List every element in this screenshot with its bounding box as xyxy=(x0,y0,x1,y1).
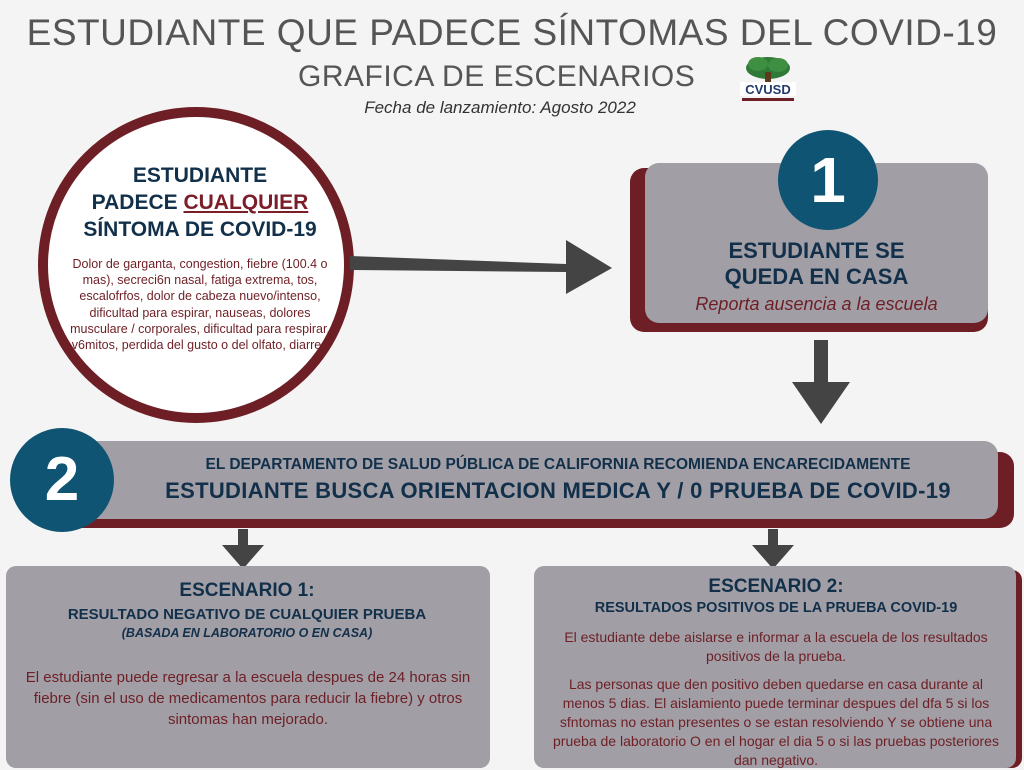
scenario2-body-2: Las personas que den positivo deben quedarse en casa durante al menos 5 dias. El aislamiento puede terminar despues del dfa 5 si los sfntomas no estan presentes o se estan resolviendo Y se obtiene una prueba de laboratorio O en el hogar el dia 5 o si las pruebas posteriores dan negativo. xyxy=(553,676,999,768)
arrow-down-icon xyxy=(790,340,852,426)
release-date: Fecha de lanzamiento: Agosto 2022 xyxy=(364,98,636,117)
arrow-right-icon xyxy=(350,236,615,300)
symptoms-heading: ESTUDIANTE PADECE CUALQUIER SÍNTOMA DE COVID-19 xyxy=(83,164,317,241)
arrow-down-right-icon xyxy=(750,529,796,571)
scenario2-body-1: El estudiante debe aislarse e informar a la escuela de los resultados positivos de la prueba. xyxy=(564,629,988,664)
step1-subtext: Reporta ausencia a la escuela xyxy=(695,294,938,314)
scenario2-title: ESCENARIO 2: xyxy=(708,576,844,597)
scenario1-note: (BASADA EN LABORATORIO O EN CASA) xyxy=(121,626,373,640)
symptoms-list: Dolor de garganta, congestion, fiebre (100.4 o mas), secreci6n nasal, fatiga extrema, tos, escalofrfos, dolor de cabeza nuevo/intenso, dificultad para espirar, nauseas, dolores musculare / corporales, dificultad para respirar, v6mitos, perdida del gusto o del olfato, diarrea xyxy=(70,257,330,353)
page-subtitle: GRAFICA DE ESCENARIOS xyxy=(298,60,696,93)
scenario1-subtitle: RESULTADO NEGATIVO DE CUALQUIER PRUEBA xyxy=(67,606,427,623)
step2-recommendation: EL DEPARTAMENTO DE SALUD PÚBLICA DE CALIFORNIA RECOMIENDA ENCARECIDAMENTE xyxy=(205,456,911,473)
svg-text:CVUSD: CVUSD xyxy=(745,82,791,97)
step1-heading: ESTUDIANTE SE QUEDA EN CASA xyxy=(724,238,909,289)
scenario1-body: El estudiante puede regresar a la escuela despues de 24 horas sin fiebre (sin el uso de medicamentos para reducir la fiebre) y otros sintomas han mejorado. xyxy=(25,669,471,728)
cualquier-emphasis: CUALQUIER xyxy=(183,191,309,214)
scenario2-subtitle: RESULTADOS POSITIVOS DE LA PRUEBA COVID-19 xyxy=(594,600,958,616)
arrow-down-left-icon xyxy=(220,529,266,571)
step2-heading: ESTUDIANTE BUSCA ORIENTACION MEDICA Y / 0 PRUEBA DE COVID-19 xyxy=(165,478,951,503)
step2-badge: 2 xyxy=(10,428,114,532)
cvusd-logo xyxy=(738,54,798,106)
step1-badge: 1 xyxy=(778,130,878,230)
page-title: ESTUDIANTE QUE PADECE SÍNTOMAS DEL COVID-19 xyxy=(26,12,998,53)
scenario1-title: ESCENARIO 1: xyxy=(179,580,315,601)
